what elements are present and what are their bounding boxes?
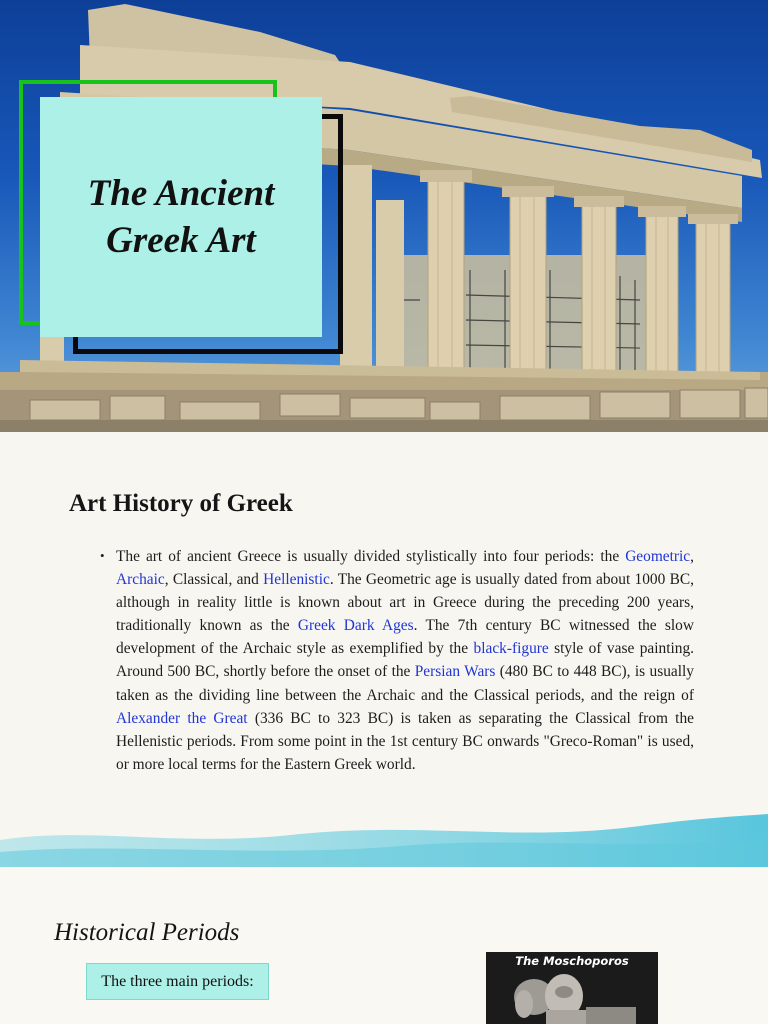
wiki-link[interactable]: black-figure [473, 640, 549, 658]
wiki-link[interactable]: Archaic [116, 571, 165, 589]
paragraph-text: , [690, 548, 694, 565]
art-history-slide [0, 432, 768, 867]
slide-title: The Ancient Greek Art [87, 173, 275, 261]
paragraph-text: . The 7th century BC witnessed the slow development of the Archaic style as exemplified by the [116, 617, 694, 658]
art-history-heading: Art History of Greek [69, 490, 293, 517]
title-box [40, 97, 322, 337]
art-history-paragraph [116, 545, 694, 776]
watercolor-wash [0, 812, 768, 867]
title-slide [0, 0, 768, 432]
periods-box [86, 963, 269, 1000]
paragraph-text: The art of ancient Greece is usually divided stylistically into four periods: the [116, 548, 626, 565]
paragraph-text: . The Geometric age is usually dated from about 1000 BC, although in reality little is known about art in Greece during the preceding 200 years, traditionally known as the [116, 571, 694, 635]
paragraph-text: (336 BC to 323 BC) is taken as separating the Classical from the Hellenistic periods. From some point in the 1st century BC onwards "Greco-Roman" is used, or more local terms for the Eastern Greek world. [116, 709, 694, 773]
periods-box-label: The three main periods: [101, 972, 254, 990]
paragraph-text: (480 BC to 448 BC), is usually taken as the dividing line between the Archaic and the Classical periods, and the reign of [116, 663, 694, 704]
wiki-link[interactable]: Hellenistic [263, 571, 330, 589]
wiki-link[interactable]: Geometric [625, 548, 691, 565]
paragraph-text: , Classical, and [164, 571, 264, 589]
moschophoros-photo [486, 952, 658, 1024]
historical-periods-slide [0, 867, 768, 1024]
bullet-icon: • [100, 548, 105, 563]
wiki-link[interactable]: Greek Dark Ages [297, 617, 414, 635]
historical-periods-heading: Historical Periods [54, 919, 240, 946]
wiki-link[interactable]: Persian Wars [414, 663, 496, 681]
wiki-link[interactable]: Alexander the Great [116, 709, 248, 727]
paragraph-text: style of vase painting. Around 500 BC, shortly before the onset of the [116, 640, 694, 681]
image-caption: The Moschoporos [515, 954, 629, 968]
